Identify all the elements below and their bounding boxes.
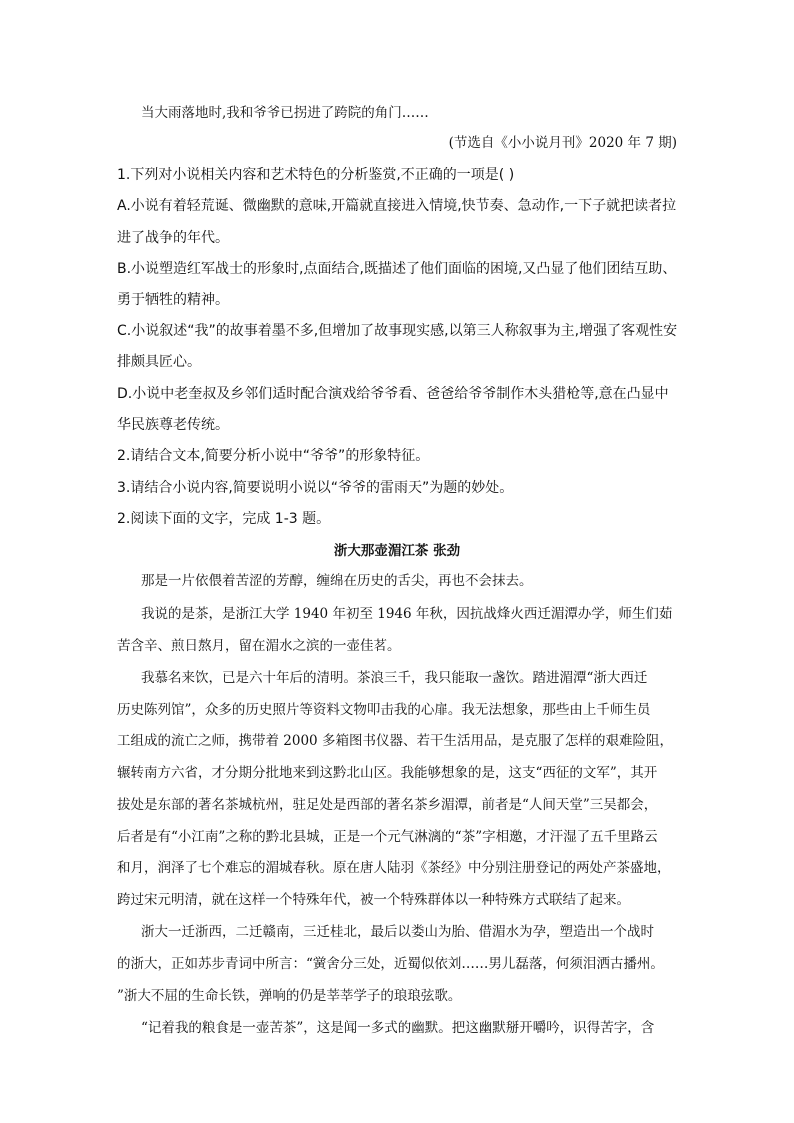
article-line: 拔处是东部的著名茶城杭州，驻足处是西部的著名茶乡湄潭，前者是“人间天堂”三吴都会，: [117, 797, 658, 813]
question-1-stem: 1.下列对小说相关内容和艺术特色的分析鉴赏,不正确的一项是( ): [117, 167, 515, 183]
article-line: 的浙大，正如苏步青词中所言：“黉舍分三处，近蜀似依刘……男儿磊落，何须泪洒古播州。: [117, 956, 664, 972]
article-line: 我说的是茶，是浙江大学 1940 年初至 1946 年秋，因抗战烽火西迁湄潭办学，师生们茹: [141, 606, 673, 622]
question-3: 3.请结合小说内容,简要说明小说以“爷爷的雷雨天”为题的妙处。: [117, 480, 514, 496]
option-d-line-2: 华民族尊老传统。: [117, 417, 229, 433]
article-line: 苦含辛、煎日熬月，留在湄水之滨的一壶佳茗。: [117, 638, 401, 654]
excerpt-end-line: 当大雨落地时,我和爷爷已拐进了跨院的角门……: [141, 105, 429, 121]
article-line: ”浙大不屈的生命长铁，弹响的仍是莘莘学子的琅琅弦歌。: [117, 988, 462, 1004]
option-c-line-1: C.小说叙述“我”的故事着墨不多,但增加了故事现实感,以第三人称叙事为主,增强了客观性安: [117, 323, 678, 339]
article-line: 工组成的流亡之师，携带着 2000 多箱图书仪器、若干生活用品，是克服了怎样的艰难险阻，: [117, 733, 673, 749]
article-line: 浙大一迁浙西，二迁赣南，三迁桂北，最后以娄山为胎、借湄水为孕，塑造出一个战时: [141, 924, 654, 940]
option-d-line-1: D.小说中老奎叔及乡邻们适时配合演戏给爷爷看、爸爸给爷爷制作木头猎枪等,意在凸显中: [117, 386, 669, 402]
option-b-line-2: 勇于牺牲的精神。: [117, 292, 229, 308]
article-line: 辗转南方六省，才分期分批地来到这黔北山区。我能够想象的是，这支“西征的文军”，其开: [117, 765, 658, 781]
article-line: “记着我的粮食是一壶苦茶”，这是闻一多式的幽默。把这幽默掰开嚼吟，识得苦字，含: [141, 1020, 655, 1036]
article-line: 历史陈列馆”，众多的历史照片等资料文物叩击我的心扉。我无法想象，那些由上千师生员: [117, 702, 651, 718]
option-c-line-2: 排颇具匠心。: [117, 354, 201, 370]
question-2: 2.请结合文本,简要分析小说中“爷爷”的形象特征。: [117, 448, 430, 464]
option-a-line-2: 进了战争的年代。: [117, 230, 229, 246]
article-line: 和月，润泽了七个难忘的湄城春秋。原在唐人陆羽《茶经》中分别注册登记的两处产茶盛地，: [117, 860, 671, 876]
source-citation: (节选自《小小说月刊》2020 年 7 期): [448, 135, 677, 151]
article-line: 那是一片依偎着苦涩的芳醇，缠绵在历史的舌尖，再也不会抹去。: [141, 573, 533, 589]
article-title: 浙大那壶湄江茶 张劲: [333, 543, 461, 559]
option-a-line-1: A.小说有着轻荒诞、微幽默的意味,开篇就直接进入情境,快节奏、急动作,一下子就把读者拉: [117, 198, 677, 214]
option-b-line-1: B.小说塑造红军战士的形象时,点面结合,既描述了他们面临的困境,又凸显了他们团结互助、: [117, 261, 677, 277]
article-line: 后者是有“小江南”之称的黔北县城，正是一个元气淋漓的“茶”字相邀，才汗湿了五千里路云: [117, 829, 658, 845]
article-line: 跨过宋元明清，就在这样一个特殊年代，被一个特殊群体以一种特殊方式联结了起来。: [117, 892, 630, 908]
section-2-heading: 2.阅读下面的文字，完成 1-3 题。: [117, 511, 331, 527]
article-line: 我慕名来饮，已是六十年后的清明。茶浪三千，我只能取一盏饮。踏进湄潭“浙大西迁: [141, 670, 648, 686]
